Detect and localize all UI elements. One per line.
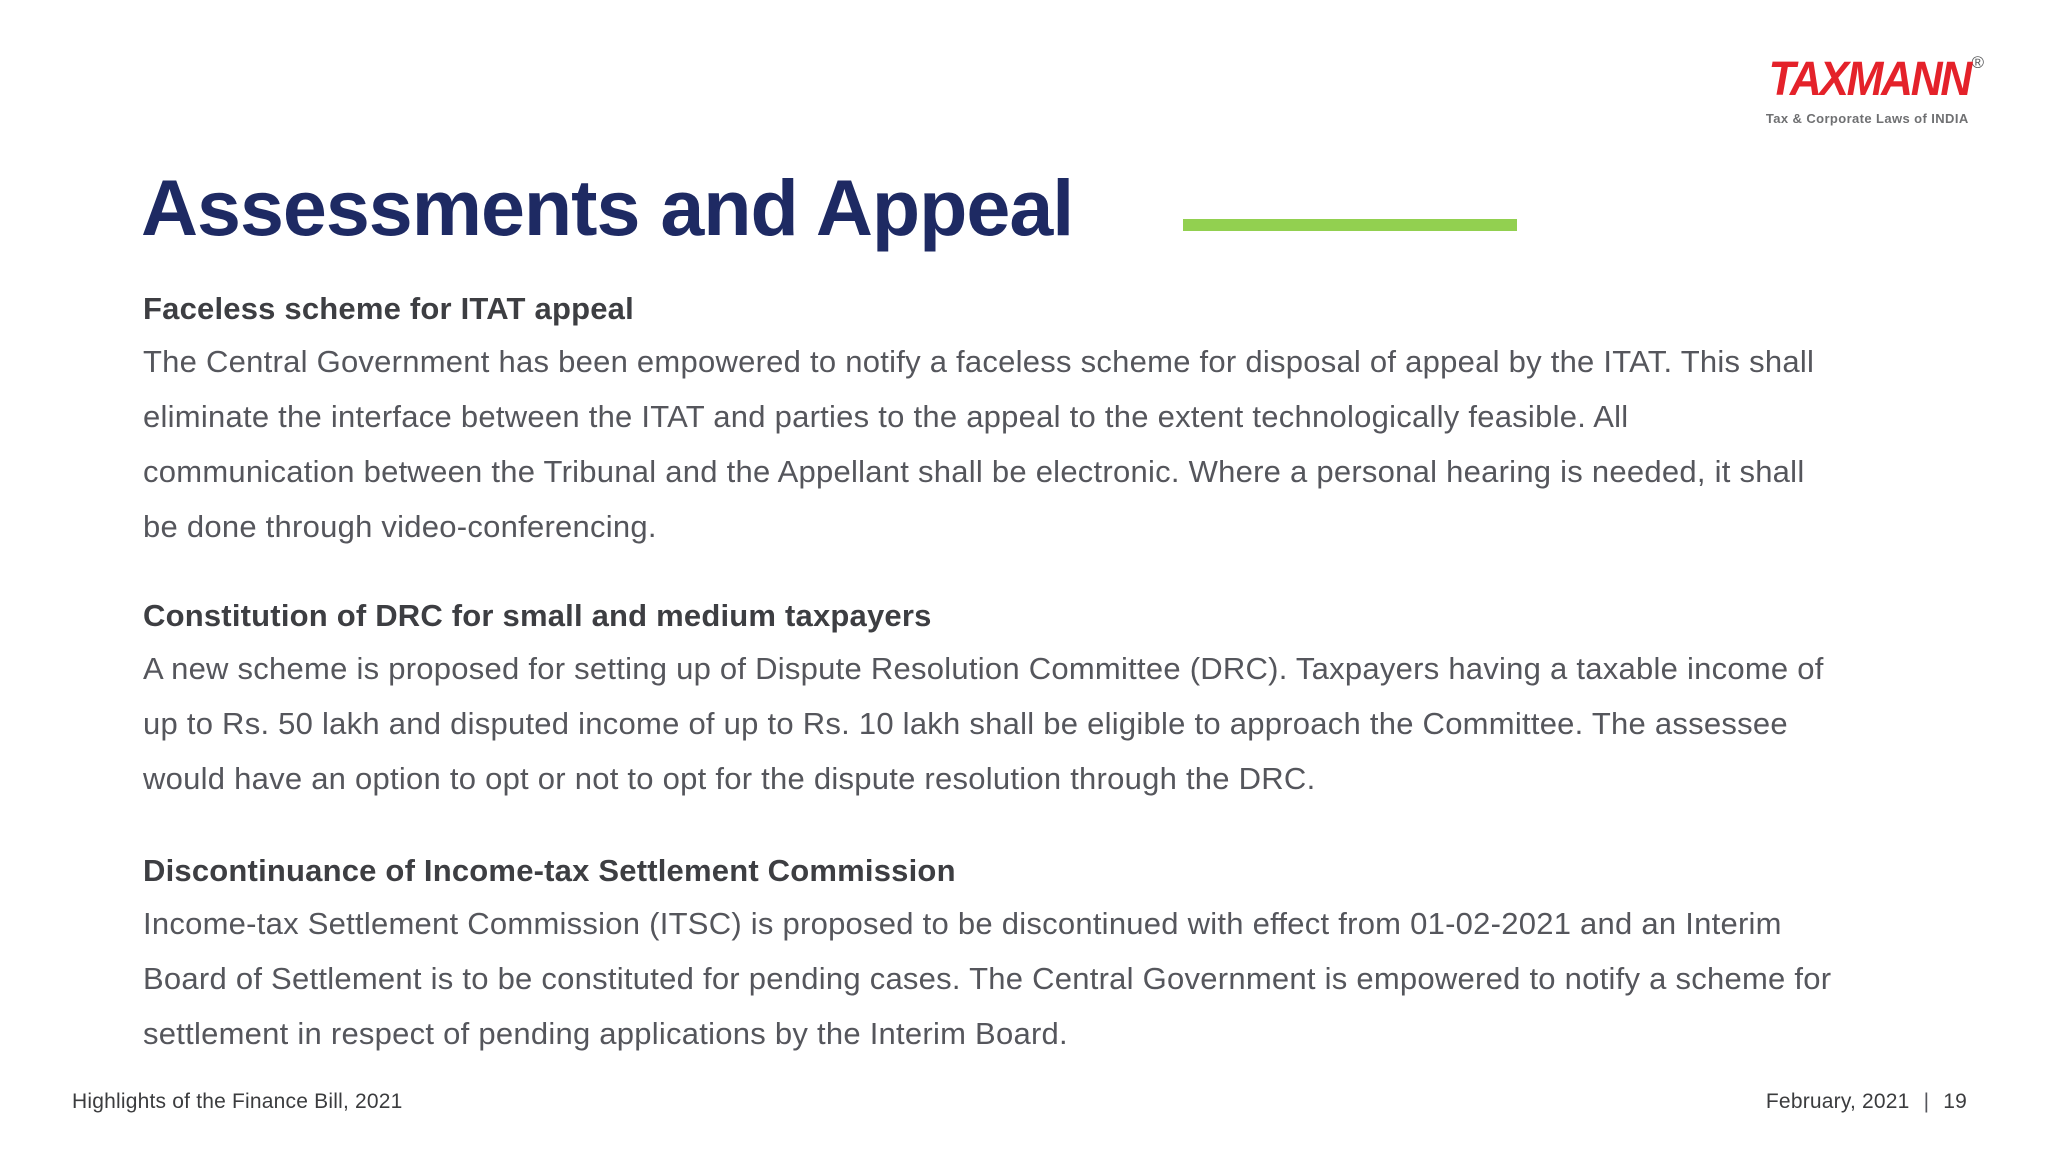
- section-discontinuance-of-itsc: [143, 850, 1973, 1061]
- paragraph-line: A new scheme is proposed for setting up of Dispute Resolution Committee (DRC). Taxpayers having a taxable income of: [143, 651, 1824, 686]
- section-heading: Discontinuance of Income-tax Settlement Commission: [143, 853, 956, 888]
- paragraph-line: would have an option to opt or not to opt for the dispute resolution through the DRC.: [143, 761, 1316, 796]
- footer-separator: |: [1923, 1090, 1930, 1113]
- logo-brand-row: [1751, 53, 1984, 106]
- registered-trademark-icon: ®: [1971, 53, 1984, 72]
- page-title: Assessments and Appeal: [141, 163, 1074, 252]
- section-paragraph: [143, 896, 1973, 1061]
- logo-brand-text: TAXMANN: [1768, 53, 1970, 106]
- section-constitution-of-drc: [143, 595, 1973, 806]
- taxmann-logo: [1751, 53, 1984, 126]
- footer-page-number: 19: [1943, 1090, 1967, 1113]
- paragraph-line: communication between the Tribunal and the Appellant shall be electronic. Where a personal hearing is needed, it shall: [143, 454, 1805, 489]
- paragraph-line: settlement in respect of pending applications by the Interim Board.: [143, 1016, 1068, 1051]
- paragraph-line: eliminate the interface between the ITAT and parties to the appeal to the extent technologically feasible. All: [143, 399, 1629, 434]
- paragraph-line: The Central Government has been empowered to notify a faceless scheme for disposal of appeal by the ITAT. This shall: [143, 344, 1815, 379]
- paragraph-line: be done through video-conferencing.: [143, 509, 657, 544]
- paragraph-line: Income-tax Settlement Commission (ITSC) is proposed to be discontinued with effect from 01-02-2021 and an Interim: [143, 906, 1782, 941]
- section-heading: Constitution of DRC for small and medium taxpayers: [143, 598, 932, 633]
- section-paragraph: [143, 641, 1973, 806]
- section-faceless-scheme-itat-appeal: [143, 288, 1973, 554]
- logo-tagline: Tax & Corporate Laws of INDIA: [1765, 111, 1969, 126]
- paragraph-line: Board of Settlement is to be constituted for pending cases. The Central Government is empowered to notify a scheme for: [143, 961, 1832, 996]
- footer-date: February, 2021: [1765, 1090, 1910, 1113]
- footer-document-title: Highlights of the Finance Bill, 2021: [72, 1090, 403, 1113]
- section-paragraph: [143, 334, 1973, 554]
- paragraph-line: up to Rs. 50 lakh and disputed income of up to Rs. 10 lakh shall be eligible to approach the Committee. The assessee: [143, 706, 1788, 741]
- section-heading: Faceless scheme for ITAT appeal: [143, 291, 634, 326]
- footer-date-page: [1766, 1090, 1967, 1114]
- title-accent-bar: [1183, 219, 1517, 231]
